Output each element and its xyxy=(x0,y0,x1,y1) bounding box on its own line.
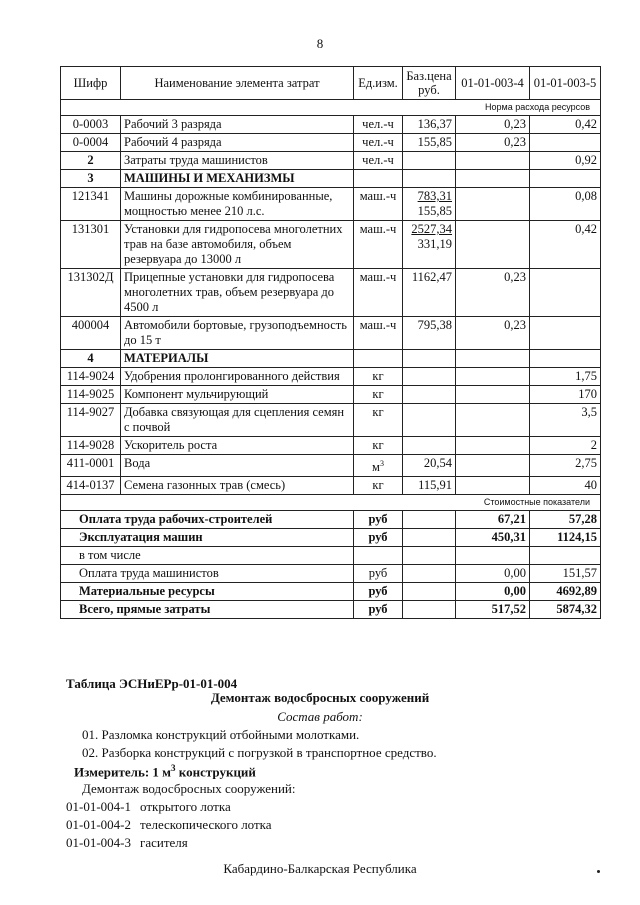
row-price xyxy=(403,221,456,269)
summary-value-1: 0,00 xyxy=(456,583,530,601)
item-text: телескопического лотка xyxy=(140,817,272,832)
row-price xyxy=(403,152,456,170)
row-unit xyxy=(354,368,403,386)
row-price xyxy=(403,170,456,188)
row-price xyxy=(403,455,456,477)
summary-name: Всего, прямые затраты xyxy=(61,601,354,619)
price-value: 115,91 xyxy=(418,478,452,493)
work-item: 02. Разборка конструкций с погрузкой в транспортное средство. xyxy=(82,745,437,760)
price-value: 783,31 xyxy=(417,189,452,203)
unit-text: кг xyxy=(372,478,384,493)
row-unit xyxy=(354,269,403,317)
row-value-2: 0,08 xyxy=(530,188,601,221)
row-price xyxy=(403,368,456,386)
list-item xyxy=(66,817,272,833)
resource-table xyxy=(60,66,601,619)
table-row xyxy=(61,386,601,404)
row-value-2 xyxy=(530,350,601,368)
unit-text: кг xyxy=(372,438,384,452)
page-mark xyxy=(597,870,600,873)
row-unit xyxy=(354,116,403,134)
row-value-1 xyxy=(456,152,530,170)
price-value: 1162,47 xyxy=(411,270,452,284)
price-value: 2527,34 xyxy=(411,222,452,236)
cost-label-row xyxy=(61,495,601,511)
summary-unit: руб xyxy=(354,601,403,619)
row-value-2 xyxy=(530,317,601,350)
unit-sup: 3 xyxy=(379,459,384,468)
item-code: 01-01-004-1 xyxy=(66,799,131,814)
work-item: 01. Разломка конструкций отбойными молотками. xyxy=(82,727,360,742)
row-name: Компонент мульчирующий xyxy=(121,386,354,404)
row-name: Удобрения пролонгированного действия xyxy=(121,368,354,386)
header-col2: 01-01-003-5 xyxy=(530,67,601,100)
meter-label xyxy=(74,763,256,780)
row-price xyxy=(403,116,456,134)
table-row xyxy=(61,404,601,437)
row-value-1 xyxy=(456,368,530,386)
row-unit xyxy=(354,350,403,368)
row-name: МАТЕРИАЛЫ xyxy=(121,350,354,368)
list-item xyxy=(66,835,188,851)
row-name: Вода xyxy=(121,455,354,477)
header-unit: Ед.изм. xyxy=(354,67,403,100)
summary-empty xyxy=(403,529,456,547)
item-code: 01-01-004-3 xyxy=(66,835,131,850)
row-value-1 xyxy=(456,477,530,495)
summary-unit: руб xyxy=(354,565,403,583)
row-unit xyxy=(354,317,403,350)
row-code: 400004 xyxy=(61,317,121,350)
summary-value-2 xyxy=(530,547,601,565)
summary-value-2: 151,57 xyxy=(530,565,601,583)
summary-value-2: 5874,32 xyxy=(530,601,601,619)
row-code: 114-9024 xyxy=(61,368,121,386)
row-value-2 xyxy=(530,269,601,317)
unit-text: маш.-ч xyxy=(359,318,397,332)
row-name: МАШИНЫ И МЕХАНИЗМЫ xyxy=(121,170,354,188)
table-row xyxy=(61,116,601,134)
meter-prefix: Измеритель: 1 м xyxy=(74,764,172,780)
row-code: 4 xyxy=(61,350,121,368)
row-value-2: 1,75 xyxy=(530,368,601,386)
row-value-2: 2,75 xyxy=(530,455,601,477)
summary-empty xyxy=(403,547,456,565)
row-unit xyxy=(354,188,403,221)
work-composition-title: Состав работ: xyxy=(277,709,363,724)
row-code: 0-0003 xyxy=(61,116,121,134)
summary-unit xyxy=(354,547,403,565)
unit-text: кг xyxy=(372,369,384,383)
summary-name: Материальные ресурсы xyxy=(61,583,354,601)
row-value-2: 0,42 xyxy=(530,221,601,269)
row-value-1 xyxy=(456,188,530,221)
row-price xyxy=(403,134,456,152)
row-name: Машины дорожные комбинированные, мощностью менее 210 л.с. xyxy=(121,188,354,221)
price-value: 136,37 xyxy=(417,117,452,131)
header-col1: 01-01-003-4 xyxy=(456,67,530,100)
meter-sup: 3 xyxy=(171,763,176,773)
row-value-2: 3,5 xyxy=(530,404,601,437)
row-unit xyxy=(354,437,403,455)
row-price xyxy=(403,188,456,221)
item-text: открытого лотка xyxy=(140,799,231,814)
summary-unit: руб xyxy=(354,529,403,547)
unit-text: чел.-ч xyxy=(362,153,394,167)
item-code: 01-01-004-2 xyxy=(66,817,131,832)
row-code: 131302Д xyxy=(61,269,121,317)
row-value-2 xyxy=(530,134,601,152)
summary-name: в том числе xyxy=(61,547,354,565)
summary-row xyxy=(61,565,601,583)
row-name: Рабочий 3 разряда xyxy=(121,116,354,134)
table-row xyxy=(61,317,601,350)
row-unit xyxy=(354,477,403,495)
row-price xyxy=(403,477,456,495)
summary-value-1: 67,21 xyxy=(456,511,530,529)
meter-suffix: конструкций xyxy=(175,764,256,780)
row-value-1: 0,23 xyxy=(456,134,530,152)
summary-value-1 xyxy=(456,547,530,565)
row-code: 121341 xyxy=(61,188,121,221)
summary-empty xyxy=(403,583,456,601)
item-text: гасителя xyxy=(140,835,188,850)
price-value: 155,85 xyxy=(417,135,452,149)
unit-text: кг xyxy=(372,405,384,419)
row-price xyxy=(403,350,456,368)
row-unit xyxy=(354,386,403,404)
row-price xyxy=(403,317,456,350)
list-item xyxy=(66,799,231,815)
unit-text: чел.-ч xyxy=(362,135,394,149)
row-value-1: 0,23 xyxy=(456,116,530,134)
unit-text: кг xyxy=(372,387,384,401)
table-row xyxy=(61,368,601,386)
table-row xyxy=(61,188,601,221)
row-value-2: 170 xyxy=(530,386,601,404)
summary-value-1: 0,00 xyxy=(456,565,530,583)
header-base-price: Баз.цена руб. xyxy=(403,67,456,100)
table-row xyxy=(61,269,601,317)
row-name: Автомобили бортовые, грузоподъемность до 15 т xyxy=(121,317,354,350)
row-value-1 xyxy=(456,170,530,188)
unit-text: чел.-ч xyxy=(362,117,394,131)
row-value-2: 40 xyxy=(530,477,601,495)
row-value-1 xyxy=(456,404,530,437)
table-row xyxy=(61,152,601,170)
table-row xyxy=(61,170,601,188)
row-value-1: 0,23 xyxy=(456,269,530,317)
row-unit xyxy=(354,404,403,437)
row-price xyxy=(403,437,456,455)
footer-region: Кабардино-Балкарская Республика xyxy=(223,861,417,876)
summary-name: Эксплуатация машин xyxy=(61,529,354,547)
table-header-row xyxy=(61,67,601,100)
row-value-1: 0,23 xyxy=(456,317,530,350)
unit-text: маш.-ч xyxy=(359,270,397,284)
table-row xyxy=(61,455,601,477)
header-code: Шифр xyxy=(61,67,121,100)
row-code: 0-0004 xyxy=(61,134,121,152)
row-value-2: 2 xyxy=(530,437,601,455)
summary-value-2: 1124,15 xyxy=(530,529,601,547)
row-code: 2 xyxy=(61,152,121,170)
row-price xyxy=(403,386,456,404)
page-number: 8 xyxy=(316,36,324,51)
summary-unit: руб xyxy=(354,511,403,529)
price-value: 795,38 xyxy=(417,318,452,332)
row-code: 414-0137 xyxy=(61,477,121,495)
table-row xyxy=(61,134,601,152)
row-code: 114-9028 xyxy=(61,437,121,455)
norm-label: Норма расхода ресурсов xyxy=(61,100,601,116)
row-value-1 xyxy=(456,350,530,368)
row-unit xyxy=(354,221,403,269)
norm-label-row xyxy=(61,100,601,116)
row-unit xyxy=(354,134,403,152)
row-value-1 xyxy=(456,455,530,477)
summary-row xyxy=(61,601,601,619)
row-name: Прицепные установки для гидропосева многолетних трав, объем резервуара до 4500 л xyxy=(121,269,354,317)
row-value-2: 0,92 xyxy=(530,152,601,170)
summary-value-2: 4692,89 xyxy=(530,583,601,601)
row-name: Затраты труда машинистов xyxy=(121,152,354,170)
row-value-2 xyxy=(530,170,601,188)
row-unit xyxy=(354,170,403,188)
row-value-1 xyxy=(456,221,530,269)
table-row xyxy=(61,350,601,368)
price-value: 20,54 xyxy=(423,456,452,470)
cost-label: Стоимостные показатели xyxy=(61,495,601,511)
table-row xyxy=(61,221,601,269)
row-code: 114-9025 xyxy=(61,386,121,404)
summary-value-1: 450,31 xyxy=(456,529,530,547)
summary-value-1: 517,52 xyxy=(456,601,530,619)
table-row xyxy=(61,437,601,455)
row-name: Установки для гидропосева многолетних трав на базе автомобиля, объем резервуара до 13000 л xyxy=(121,221,354,269)
row-price xyxy=(403,269,456,317)
row-price xyxy=(403,404,456,437)
row-name: Добавка связующая для сцепления семян с почвой xyxy=(121,404,354,437)
unit-text: маш.-ч xyxy=(359,222,397,236)
row-code: 131301 xyxy=(61,221,121,269)
summary-row xyxy=(61,511,601,529)
section-subtitle: Демонтаж водосбросных сооружений xyxy=(210,690,430,705)
unit-text: м xyxy=(372,460,380,475)
row-unit xyxy=(354,455,403,477)
summary-empty xyxy=(403,565,456,583)
table-title: Таблица ЭСНиЕРр-01-01-004 xyxy=(66,676,238,691)
header-name: Наименование элемента затрат xyxy=(121,67,354,100)
price-value-secondary: 331,19 xyxy=(417,237,452,251)
summary-empty xyxy=(403,601,456,619)
row-code: 411-0001 xyxy=(61,455,121,477)
summary-value-2: 57,28 xyxy=(530,511,601,529)
unit-text: маш.-ч xyxy=(359,189,397,203)
row-name: Рабочий 4 разряда xyxy=(121,134,354,152)
price-value-secondary: 155,85 xyxy=(417,204,452,218)
summary-row xyxy=(61,583,601,601)
row-value-2: 0,42 xyxy=(530,116,601,134)
summary-name: Оплата труда машинистов xyxy=(61,565,354,583)
summary-row xyxy=(61,529,601,547)
row-unit xyxy=(354,152,403,170)
row-code: 3 xyxy=(61,170,121,188)
row-code: 114-9027 xyxy=(61,404,121,437)
table-row xyxy=(61,477,601,495)
row-name: Семена газонных трав (смесь) xyxy=(121,477,354,495)
summary-empty xyxy=(403,511,456,529)
row-value-1 xyxy=(456,386,530,404)
summary-name: Оплата труда рабочих-строителей xyxy=(61,511,354,529)
summary-row xyxy=(61,547,601,565)
summary-unit: руб xyxy=(354,583,403,601)
row-value-1 xyxy=(456,437,530,455)
dismantle-label: Демонтаж водосбросных сооружений: xyxy=(82,781,296,796)
row-name: Ускоритель роста xyxy=(121,437,354,455)
